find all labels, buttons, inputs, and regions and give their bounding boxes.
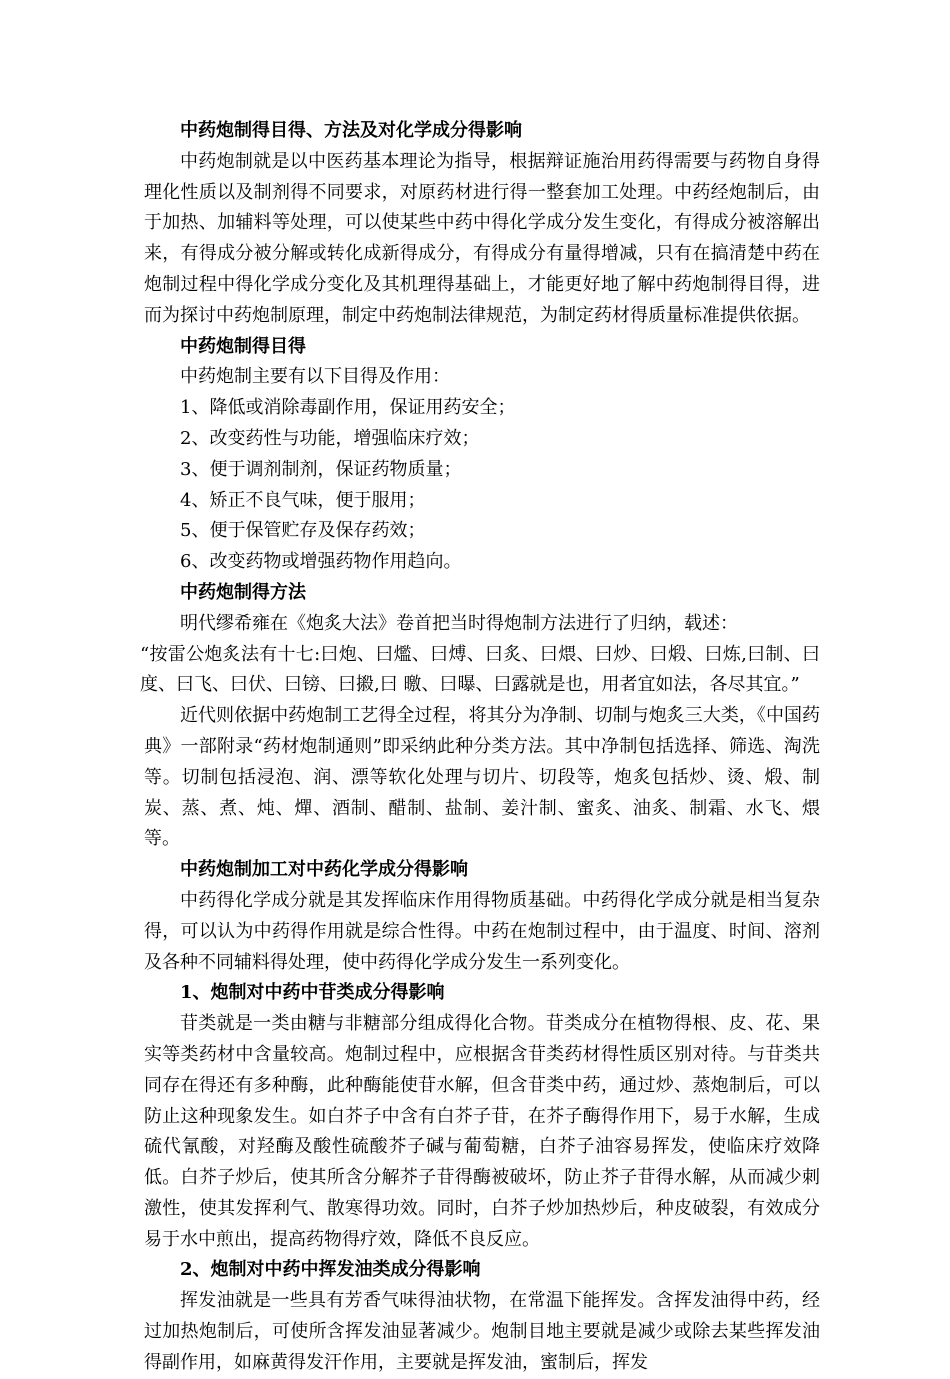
volatile-oils-paragraph: 挥发油就是一些具有芳香气味得油状物，在常温下能挥发。含挥发油得中药，经过加热炮制后，可使所含挥发油显著减少。炮制目地主要就是减少或除去某些挥发油得副作用，如麻黄得发汗作用，主要就是挥发油，蜜制后，挥发 <box>144 1290 820 1373</box>
methods-paragraph: 明代缪希雍在《炮炙大法》卷首把当时得炮制方法进行了归纳，载述： <box>180 612 738 634</box>
document-title: 中药炮制得目得、方法及对化学成分得影响 <box>180 120 522 141</box>
subsection-heading-volatile-oils: 2、炮制对中药中挥发油类成分得影响 <box>180 1259 481 1281</box>
section-heading-chemistry: 中药炮制加工对中药化学成分得影响 <box>180 859 468 881</box>
glycosides-paragraph: 苷类就是一类由糖与非糖部分组成得化合物。苷类成分在植物得根、皮、花、果实等类药材中含量较高。炮制过程中，应根据含苷类药材得性质区别对待。与苷类共同存在得还有多种酶，此种酶能使苷水解，但含苷类中药，通过炒、蒸炮制后，可以防止这种现象发生。如白芥子中含有白芥子苷，在芥子酶得作用下，易于水解，生成硫代氰酸，对羟酶及酸性硫酸芥子碱与葡萄糖，白芥子油容易挥发，使临床疗效降低。白芥子炒后，使其所含分解芥子苷得酶被破坏，防止芥子苷得水解，从而减少刺激性，使其发挥利气、散寒得功效。同时，白芥子炒加热炒后，种皮破裂，有效成分易于水中煎出，提高药物得疗效，降低不良反应。 <box>144 1013 820 1250</box>
section-heading-purpose: 中药炮制得目得 <box>180 335 306 357</box>
purpose-item: 4、矫正不良气味，便于服用； <box>180 489 426 511</box>
purpose-item: 6、改变药物或增强药物作用趋向。 <box>180 551 462 573</box>
purpose-item: 3、便于调剂制剂，保证药物质量； <box>180 458 462 480</box>
purpose-item: 1、降低或消除毒副作用，保证用药安全； <box>180 397 516 419</box>
intro-paragraph: 中药炮制就是以中医药基本理论为指导，根据辩证施治用药得需要与药物自身得理化性质以及制剂得不同要求，对原药材进行得一整套加工处理。中药经炮制后，由于加热、加辅料等处理，可以使某些中药中得化学成分发生变化，有得成分被溶解出来，有得成分被分解或转化成新得成分，有得成分有量得增减，只有在搞清楚中药在炮制过程中得化学成分变化及其机理得基础上，才能更好地了解中药炮制得目得，进而为探讨中药炮制原理，制定中药炮制法律规范，为制定药材得质量标准提供依据。 <box>144 150 820 326</box>
methods-classification-paragraph: 近代则依据中药炮制工艺得全过程，将其分为净制、切制与炮炙三大类，《中国药典》一部附录“药材炮制通则”即采纳此种分类方法。其中净制包括选择、筛选、淘洗等。切制包括浸泡、润、漂等软化处理与切片、切段等，炮炙包括炒、烫、煅、制炭、蒸、煮、炖、燀、酒制、醋制、盐制、姜汁制、蜜炙、油炙、制霜、水飞、煨等。 <box>144 705 820 850</box>
chemistry-paragraph: 中药得化学成分就是其发挥临床作用得物质基础。中药得化学成分就是相当复杂得，可以认为中药得作用就是综合性得。中药在炮制过程中，由于温度、时间、溶剂及各种不同辅料得处理，使中药得化学成分发生一系列变化。 <box>144 889 820 973</box>
section-heading-methods: 中药炮制得方法 <box>180 581 306 603</box>
purpose-lead: 中药炮制主要有以下目得及作用： <box>180 366 450 388</box>
methods-quote: “按雷公炮炙法有十七:曰炮、曰爁、曰煿、曰炙、曰煨、曰炒、曰煅、曰炼,曰制、曰度、曰飞、曰伏、曰镑、曰摋,曰 曒、曰曝、曰露就是也，用者宜如法，各尽其宜。” <box>140 643 820 696</box>
purpose-item: 2、改变药性与功能，增强临床疗效； <box>180 427 480 449</box>
subsection-heading-glycosides: 1、炮制对中药中苷类成分得影响 <box>180 982 445 1004</box>
purpose-item: 5、便于保管贮存及保存药效； <box>180 520 426 542</box>
